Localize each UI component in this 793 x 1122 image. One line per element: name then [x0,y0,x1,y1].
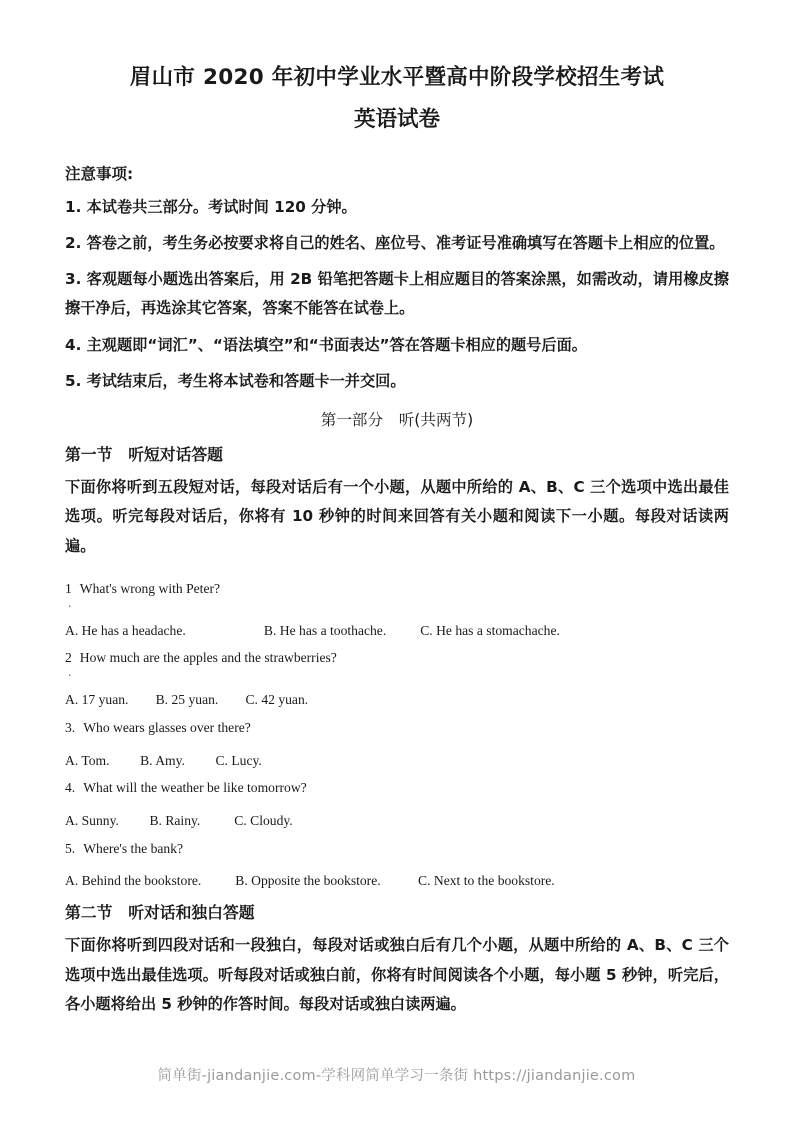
question-text: How much are the apples and the strawberries? [79,650,337,666]
question-list [65,571,729,891]
question-number: 4. [65,780,76,796]
question-stem [65,640,729,668]
notice-item: 2. 答卷之前，考生务必按要求将自己的姓名、座位号、准考证号准确填写在答题卡上相应的位置。 [65,233,725,252]
question-number: 5. [65,840,76,856]
question-stem [65,770,729,798]
page-title: 眉山市 2020 年初中学业水平暨高中阶段学校招生考试 [129,65,665,90]
question-item [65,831,729,891]
part-one-heading: 第一部分 听(共两节) [320,410,474,429]
question-options: A. Tom. B. Amy. C. Lucy. [65,752,262,768]
question-item [65,710,729,770]
notice-item: 5. 考试结束后，考生将本试卷和答题卡一并交回。 [65,371,406,390]
question-stem [65,710,729,738]
section-one-intro: 下面你将听到五段短对话，每段对话后有一个小题，从题中所给的 A、B、C 三个选项中选出最佳选项。听完每段对话后，你将有 10 秒钟的时间来回答有关小题和阅读下一小题。每段对话读两遍。 [65,478,729,555]
section-two-heading: 第二节 听对话和独白答题 [65,903,255,923]
notice-item: 4. 主观题即“词汇”、“语法填空”和“书面表达”答在答题卡相应的题号后面。 [65,335,587,354]
orphan-period-mark: . [68,594,72,610]
question-stem [65,571,729,599]
section-one-heading: 第一节 听短对话答题 [65,444,223,464]
section-two-intro: 下面你将听到四段对话和一段独白，每段对话或独白后有几个小题，从题中所给的 A、B、C 三个选项中选出最佳选项。听每段对话或独白前，你将有时间阅读各个小题，每小题 5 秒钟，听完后，各小题将给出 5 秒钟的作答时间。每段对话或独白读两遍。 [65,936,729,1014]
question-text: Where's the bank? [83,840,184,856]
footer-watermark: 简单街-jiandanjie.com-学科网简单学习一条街 https://jiandanjie.com [157,1068,636,1084]
question-item [65,571,729,640]
orphan-period-mark: . [68,664,72,680]
notice-item: 1. 本试卷共三部分。考试时间 120 分钟。 [65,197,357,216]
page-content [65,62,729,1019]
question-item [65,640,729,709]
question-text: What will the weather be like tomorrow? [83,780,307,796]
notice-heading: 注意事项: [65,164,134,183]
question-text: Who wears glasses over there? [83,719,251,735]
question-options: A. Behind the bookstore. B. Opposite the bookstore. C. Next to the bookstore. [65,873,555,889]
page-subtitle: 英语试卷 [353,107,440,133]
question-number: 3. [65,719,76,735]
question-stem [65,831,729,859]
question-options: A. Sunny. B. Rainy. C. Cloudy. [65,812,293,828]
notice-item: 3. 客观题每小题选出答案后，用 2B 铅笔把答题卡上相应题目的答案涂黑，如需改动，请用橡皮擦擦干净后，再选涂其它答案，答案不能答在试卷上。 [65,270,729,318]
question-options: A. 17 yuan. B. 25 yuan. C. 42 yuan. [65,692,309,708]
question-item [65,770,729,830]
notice-list [65,193,729,396]
question-text: What's wrong with Peter? [79,581,221,597]
question-number: 1 [65,581,72,597]
question-number: 2 [65,650,72,666]
question-options: A. He has a headache. B. He has a toothache. C. He has a stomachache. [65,622,560,638]
